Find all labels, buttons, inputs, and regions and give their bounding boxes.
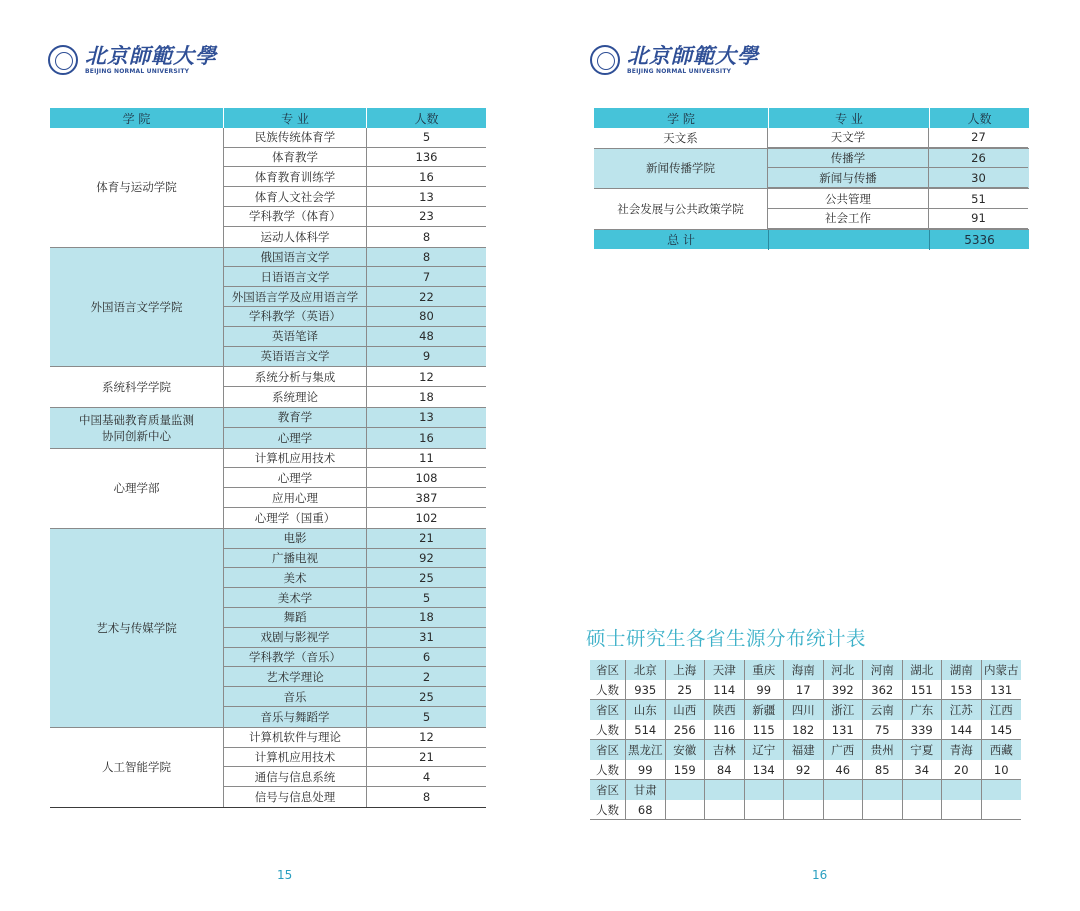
province-name-cell: 海南 [784,660,824,680]
table-row [224,549,486,569]
college-name-cell: 新闻传播学院 [594,149,768,189]
province-name-cell: 山东 [626,700,666,720]
logo-chinese-name: 北京師範大學 [85,43,217,68]
count-cell: 30 [971,170,986,185]
table-row [224,387,486,407]
count-cell: 21 [419,531,434,546]
table-row [224,687,486,707]
major-cell: 计算机应用技术 [224,748,367,767]
province-name-cell: 陕西 [705,700,745,720]
college-group [50,727,486,807]
table-row [224,408,486,428]
major-cell: 心理学 [224,428,367,448]
college-name-cell: 体育与运动学院 [50,128,224,247]
count-cell: 16 [419,430,434,445]
total-row [594,229,1029,249]
college-name-cell: 艺术与传媒学院 [50,529,224,727]
major-cell: 学科教学（体育） [224,207,367,226]
count-cell: 8 [422,789,431,804]
college-group [50,407,486,448]
province-count-cell: 131 [990,683,1013,697]
count-row-label: 人数 [590,800,626,820]
major-rows [224,367,486,407]
college-group [50,528,486,727]
province-name-cell: 湖南 [942,660,982,680]
province-name-cell [863,780,903,800]
college-group [594,148,1029,189]
page-number-right: 16 [812,868,828,882]
count-cell: 26 [971,150,986,165]
count-cell: 31 [419,630,434,645]
count-cell: 18 [419,610,434,625]
count-row-label: 人数 [590,760,626,780]
province-row-label: 省区 [590,740,626,760]
province-name-cell: 青海 [942,740,982,760]
table-row [768,128,1028,148]
major-cell: 心理学 [224,468,367,487]
province-count-cell: 145 [990,723,1013,737]
major-cell: 学科教学（英语） [224,307,367,326]
table-row [224,648,486,668]
table-row [224,468,486,488]
total-value: 5336 [964,232,995,247]
college-name-cell: 外国语言文学学院 [50,248,224,367]
major-cell: 音乐与舞蹈学 [224,707,367,727]
major-cell: 外国语言学及应用语言学 [224,287,367,306]
province-name-cell: 内蒙古 [984,663,1019,677]
table-row [224,287,486,307]
college-name-cell: 心理学部 [50,449,224,528]
count-cell: 80 [419,309,434,324]
table-row [768,189,1028,209]
province-name-cell [824,780,864,800]
college-group [594,188,1029,229]
table-header-row [50,108,486,128]
college-group [50,247,486,367]
province-name-cell: 西藏 [989,743,1013,757]
province-row-label: 省区 [590,700,626,720]
province-count-cell: 144 [942,720,982,740]
count-cell: 8 [422,229,431,244]
major-cell: 俄国语言文学 [224,248,367,267]
province-name-cell: 山西 [666,700,706,720]
table-row [224,748,486,768]
table-row [224,248,486,268]
major-rows [768,189,1028,229]
table-row [224,568,486,588]
college-group [50,128,486,247]
total-empty-cell [769,230,930,250]
major-cell: 天文学 [768,128,929,147]
province-count-cell [942,800,982,820]
major-cell: 教育学 [224,408,367,427]
province-name-row [590,740,1021,760]
province-count-cell: 85 [863,760,903,780]
table-row [224,767,486,787]
major-cell: 广播电视 [224,549,367,568]
table-row [224,728,486,748]
total-label: 总 计 [594,230,769,250]
count-cell: 92 [419,550,434,565]
province-count-cell: 10 [993,763,1009,777]
province-name-cell: 河南 [863,660,903,680]
count-cell: 18 [419,390,434,405]
count-cell: 5 [422,130,431,145]
major-rows [224,728,486,807]
province-count-cell: 34 [903,760,943,780]
province-row-label: 省区 [590,660,626,680]
province-name-cell: 浙江 [824,700,864,720]
header-count: 人数 [367,108,486,128]
major-rows [224,128,486,247]
count-cell: 25 [419,689,434,704]
college-name-cell: 天文系 [594,128,768,148]
province-name-cell [942,780,982,800]
major-cell: 社会工作 [768,209,929,228]
province-count-cell: 84 [705,760,745,780]
province-name-row [590,700,1021,720]
count-cell: 23 [419,209,434,224]
province-count-cell: 514 [626,720,666,740]
province-count-cell: 134 [745,760,785,780]
major-cell: 学科教学（音乐） [224,648,367,667]
province-name-cell: 上海 [666,660,706,680]
province-count-cell: 256 [666,720,706,740]
table-row [224,428,486,448]
major-cell: 运动人体科学 [224,227,367,247]
province-count-cell: 92 [784,760,824,780]
major-cell: 体育人文社会学 [224,187,367,206]
count-cell: 12 [419,369,434,384]
major-cell: 体育教育训练学 [224,167,367,186]
count-cell: 16 [419,169,434,184]
count-cell: 8 [422,249,431,264]
major-cell: 系统分析与集成 [224,367,367,386]
header-college: 学 院 [50,108,224,128]
province-count-cell: 339 [903,720,943,740]
major-cell: 艺术学理论 [224,667,367,686]
province-name-cell: 湖北 [903,660,943,680]
major-cell: 音乐 [224,687,367,706]
table-row [224,187,486,207]
college-name-cell: 人工智能学院 [50,728,224,807]
province-name-cell: 吉林 [705,740,745,760]
province-name-cell: 河北 [824,660,864,680]
province-count-cell: 17 [784,680,824,700]
province-count-cell: 151 [903,680,943,700]
province-name-cell: 江西 [989,703,1013,717]
enrollment-table-left [50,108,486,808]
major-cell: 通信与信息系统 [224,767,367,786]
province-name-cell: 重庆 [745,660,785,680]
major-cell: 信号与信息处理 [224,787,367,807]
table-body [594,128,1029,229]
table-row [224,148,486,168]
count-cell: 7 [422,269,431,284]
count-cell: 21 [419,749,434,764]
count-cell: 9 [422,349,431,364]
count-cell: 2 [422,669,431,684]
province-count-cell: 75 [863,720,903,740]
province-count-row [590,800,1021,820]
count-row-label: 人数 [590,680,626,700]
major-rows [224,248,486,367]
major-cell: 系统理论 [224,387,367,407]
page-number-left: 15 [277,868,293,882]
major-cell: 电影 [224,529,367,548]
count-cell: 25 [419,570,434,585]
table-row [224,367,486,387]
table-row [224,167,486,187]
enrollment-table-right [594,108,1029,249]
logo-english-name: BEIJING NORMAL UNIVERSITY [627,68,732,75]
province-name-cell [745,780,785,800]
province-name-cell [903,780,943,800]
province-count-cell [705,800,745,820]
province-count-cell [982,800,1022,820]
table-row [224,327,486,347]
count-cell: 5 [422,590,431,605]
university-seal-icon [48,45,78,75]
count-cell: 22 [419,289,434,304]
province-count-cell: 68 [626,800,666,820]
header-college: 学 院 [594,108,769,128]
province-count-cell: 935 [626,680,666,700]
province-section-title: 硕士研究生各省生源分布统计表 [586,627,867,650]
count-cell: 387 [415,490,438,505]
province-count-cell [745,800,785,820]
count-cell: 12 [419,730,434,745]
province-count-row [590,760,1021,780]
province-name-cell [982,780,1022,800]
province-count-cell [784,800,824,820]
table-row [224,449,486,469]
province-count-cell: 20 [942,760,982,780]
table-row [224,529,486,549]
major-cell: 舞蹈 [224,608,367,627]
province-name-cell [666,780,706,800]
major-rows [224,529,486,727]
count-cell: 108 [415,470,438,485]
table-body [50,128,486,807]
major-cell: 体育教学 [224,148,367,167]
province-count-cell: 115 [745,720,785,740]
major-rows [224,408,486,448]
table-row [768,209,1028,229]
table-row [224,227,486,247]
province-count-cell: 182 [784,720,824,740]
college-group [50,366,486,407]
province-count-cell: 153 [942,680,982,700]
university-seal-icon [590,45,620,75]
table-row [224,508,486,528]
table-row [768,149,1028,169]
count-cell: 136 [415,149,438,164]
province-name-cell: 宁夏 [903,740,943,760]
logo-chinese-name: 北京師範大學 [627,43,759,68]
province-name-cell: 北京 [626,660,666,680]
province-count-cell: 116 [705,720,745,740]
header-major: 专 业 [224,108,367,128]
major-rows [768,149,1028,189]
major-cell: 美术学 [224,588,367,607]
college-name-cell: 中国基础教育质量监测 协同创新中心 [50,408,224,448]
province-name-cell: 福建 [784,740,824,760]
province-count-cell: 99 [626,760,666,780]
count-cell: 102 [415,510,438,525]
province-name-cell [784,780,824,800]
count-cell: 4 [422,769,431,784]
count-cell: 13 [419,189,434,204]
table-row [768,168,1028,188]
table-row [224,608,486,628]
major-cell: 心理学（国重） [224,508,367,528]
major-cell: 传播学 [768,149,929,168]
major-cell: 应用心理 [224,488,367,507]
province-name-cell: 天津 [705,660,745,680]
province-count-cell: 362 [863,680,903,700]
province-count-cell: 159 [666,760,706,780]
province-name-cell: 广西 [824,740,864,760]
count-cell: 48 [419,329,434,344]
college-name-cell: 社会发展与公共政策学院 [594,189,768,229]
table-row [224,267,486,287]
province-count-cell: 131 [824,720,864,740]
university-logo-right [590,42,759,78]
major-cell: 英语语言文学 [224,347,367,367]
university-logo-left [48,42,217,78]
province-name-cell: 辽宁 [745,740,785,760]
province-name-cell: 贵州 [863,740,903,760]
table-row [224,628,486,648]
table-row [224,707,486,727]
province-name-cell: 甘肃 [626,780,666,800]
table-row [224,488,486,508]
major-cell: 民族传统体育学 [224,128,367,147]
province-count-row [590,680,1021,700]
province-count-cell: 99 [745,680,785,700]
table-row [224,347,486,367]
province-row-label: 省区 [590,780,626,800]
province-name-cell: 广东 [903,700,943,720]
college-group [50,448,486,528]
header-major: 专 业 [769,108,930,128]
count-row-label: 人数 [590,720,626,740]
table-header-row [594,108,1029,128]
major-cell: 戏剧与影视学 [224,628,367,647]
province-name-cell: 安徽 [666,740,706,760]
province-name-row [590,780,1021,800]
province-count-cell [824,800,864,820]
college-group [594,128,1029,148]
province-count-cell [863,800,903,820]
table-row [224,128,486,148]
count-cell: 51 [971,191,986,206]
province-count-cell: 392 [824,680,864,700]
table-row [224,667,486,687]
major-cell: 计算机软件与理论 [224,728,367,747]
province-count-cell: 25 [666,680,706,700]
major-cell: 计算机应用技术 [224,449,367,468]
province-name-cell: 江苏 [942,700,982,720]
province-name-row [590,660,1021,680]
major-cell: 美术 [224,568,367,587]
province-distribution-table [590,660,1021,820]
count-cell: 13 [419,410,434,425]
count-cell: 6 [422,649,431,664]
header-count: 人数 [930,108,1029,128]
count-cell: 91 [971,211,986,226]
province-count-cell [903,800,943,820]
table-row [224,588,486,608]
major-cell: 新闻与传播 [768,168,929,187]
major-cell: 日语语言文学 [224,267,367,286]
province-count-cell: 46 [824,760,864,780]
province-name-cell: 新疆 [745,700,785,720]
major-rows [224,449,486,528]
province-name-cell [705,780,745,800]
count-cell: 5 [422,709,431,724]
count-cell: 27 [971,130,986,145]
table-row [224,207,486,227]
province-name-cell: 四川 [784,700,824,720]
province-count-cell [666,800,706,820]
table-row [224,307,486,327]
table-row [224,787,486,807]
major-rows [768,128,1028,148]
province-count-cell: 114 [705,680,745,700]
logo-english-name: BEIJING NORMAL UNIVERSITY [85,68,190,75]
major-cell: 英语笔译 [224,327,367,346]
college-name-cell: 系统科学学院 [50,367,224,407]
major-cell: 公共管理 [768,189,929,208]
province-name-cell: 云南 [863,700,903,720]
province-name-cell: 黑龙江 [626,740,666,760]
count-cell: 11 [419,450,434,465]
province-count-row [590,720,1021,740]
